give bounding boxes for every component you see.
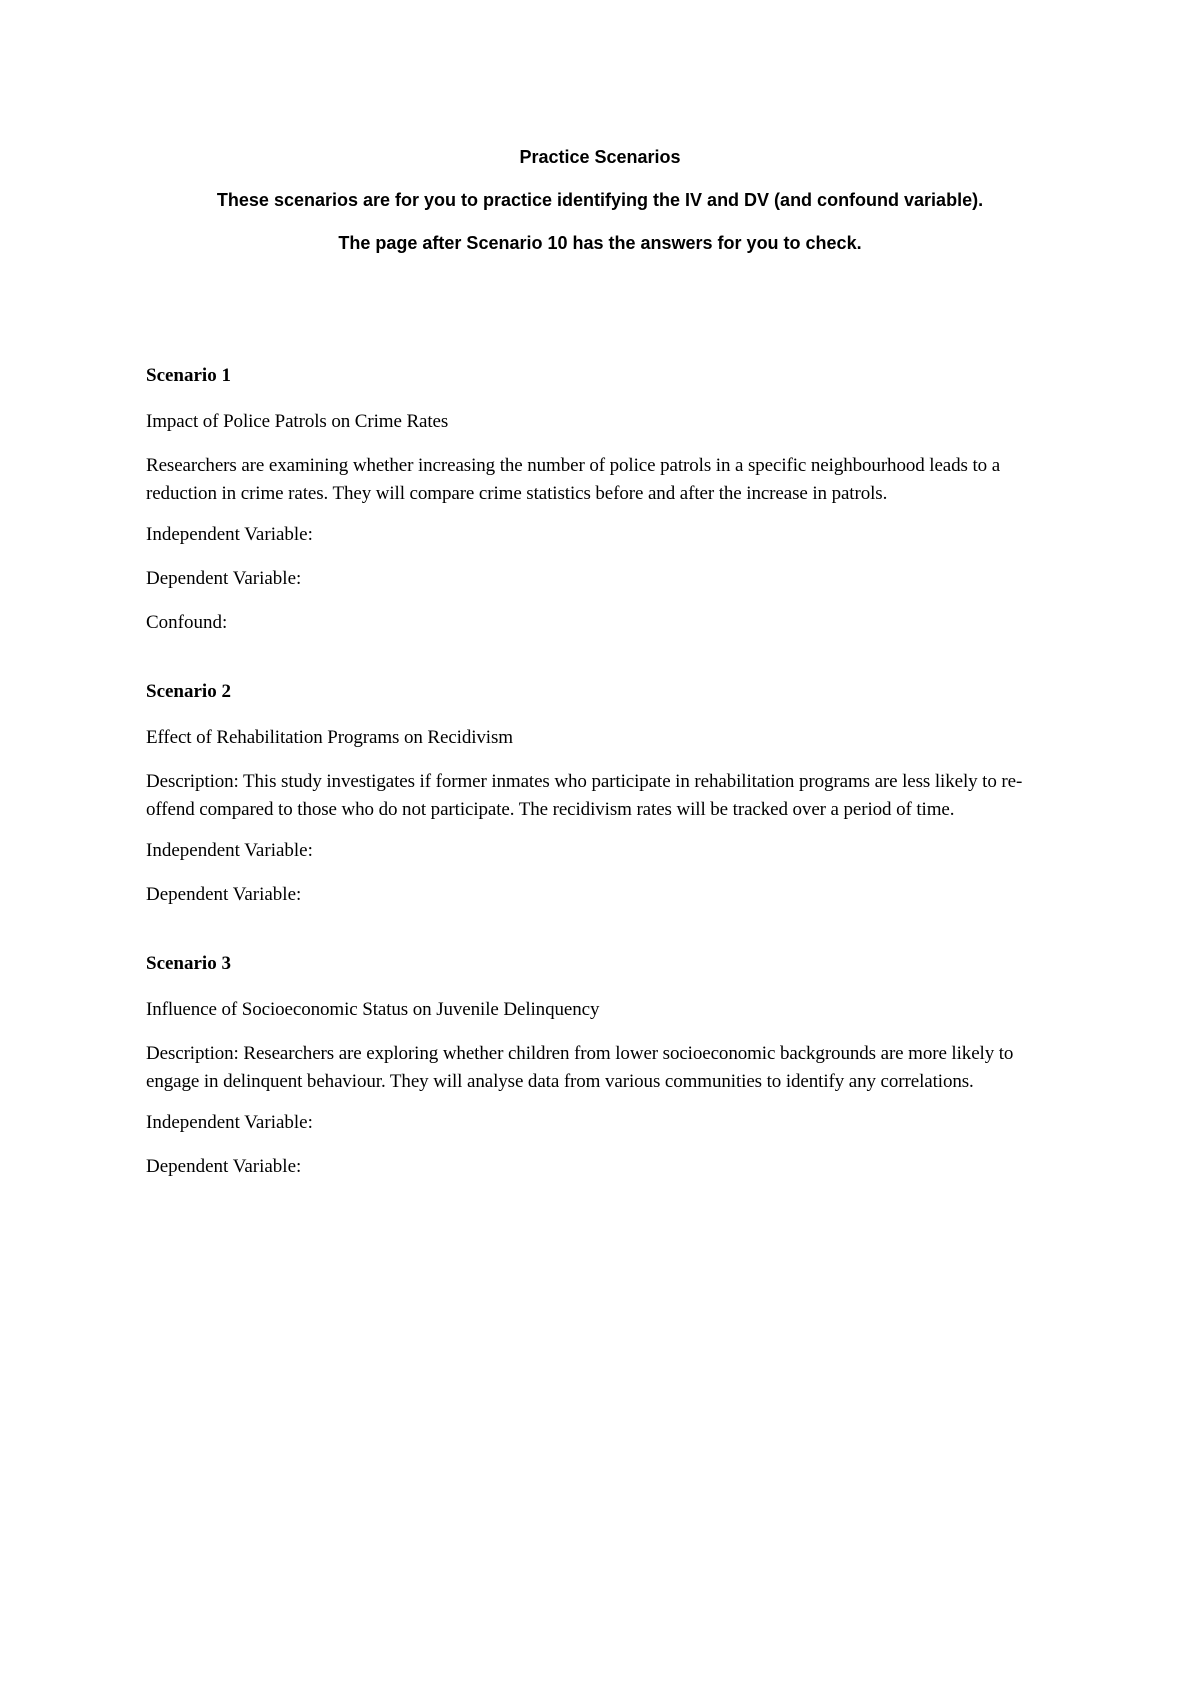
- scenario-topic: Impact of Police Patrols on Crime Rates: [146, 411, 449, 432]
- dependent-variable-label: Dependent Variable:: [146, 568, 302, 589]
- document-header: [0, 146, 1200, 275]
- scenario-heading: Scenario 1: [146, 365, 231, 386]
- independent-variable-label: Independent Variable:: [146, 524, 313, 545]
- dependent-variable-label: Dependent Variable:: [146, 884, 302, 905]
- scenario-heading: Scenario 3: [146, 953, 231, 974]
- scenario-description: Description: This study investigates if former inmates who participate in rehabilitation programs are less likely to re-offend compared to those who do not participate. The recidivism rates will be tracked over a period of time.: [146, 771, 1023, 820]
- scenario-1: [146, 365, 1056, 634]
- scenarios-list: [146, 365, 1056, 1225]
- dependent-variable-label: Dependent Variable:: [146, 1156, 302, 1177]
- scenario-description: Researchers are examining whether increasing the number of police patrols in a specific neighbourhood leads to a reduction in crime rates. They will compare crime statistics before and after the increase in patrols.: [146, 455, 1001, 504]
- scenario-topic: Effect of Rehabilitation Programs on Recidivism: [146, 727, 513, 748]
- scenario-description: Description: Researchers are exploring whether children from lower socioeconomic backgrounds are more likely to engage in delinquent behaviour. They will analyse data from various communities to identify any correlations.: [146, 1043, 1014, 1092]
- scenario-heading: Scenario 2: [146, 681, 231, 702]
- answers-note: The page after Scenario 10 has the answers for you to check.: [338, 233, 862, 253]
- scenario-2: [146, 681, 1056, 906]
- independent-variable-label: Independent Variable:: [146, 840, 313, 861]
- confound-label: Confound:: [146, 612, 228, 633]
- page-title: Practice Scenarios: [519, 147, 681, 167]
- instruction-text: These scenarios are for you to practice identifying the IV and DV (and confound variable).: [216, 190, 984, 210]
- scenario-topic: Influence of Socioeconomic Status on Juvenile Delinquency: [146, 999, 600, 1020]
- independent-variable-label: Independent Variable:: [146, 1112, 313, 1133]
- scenario-3: [146, 953, 1056, 1178]
